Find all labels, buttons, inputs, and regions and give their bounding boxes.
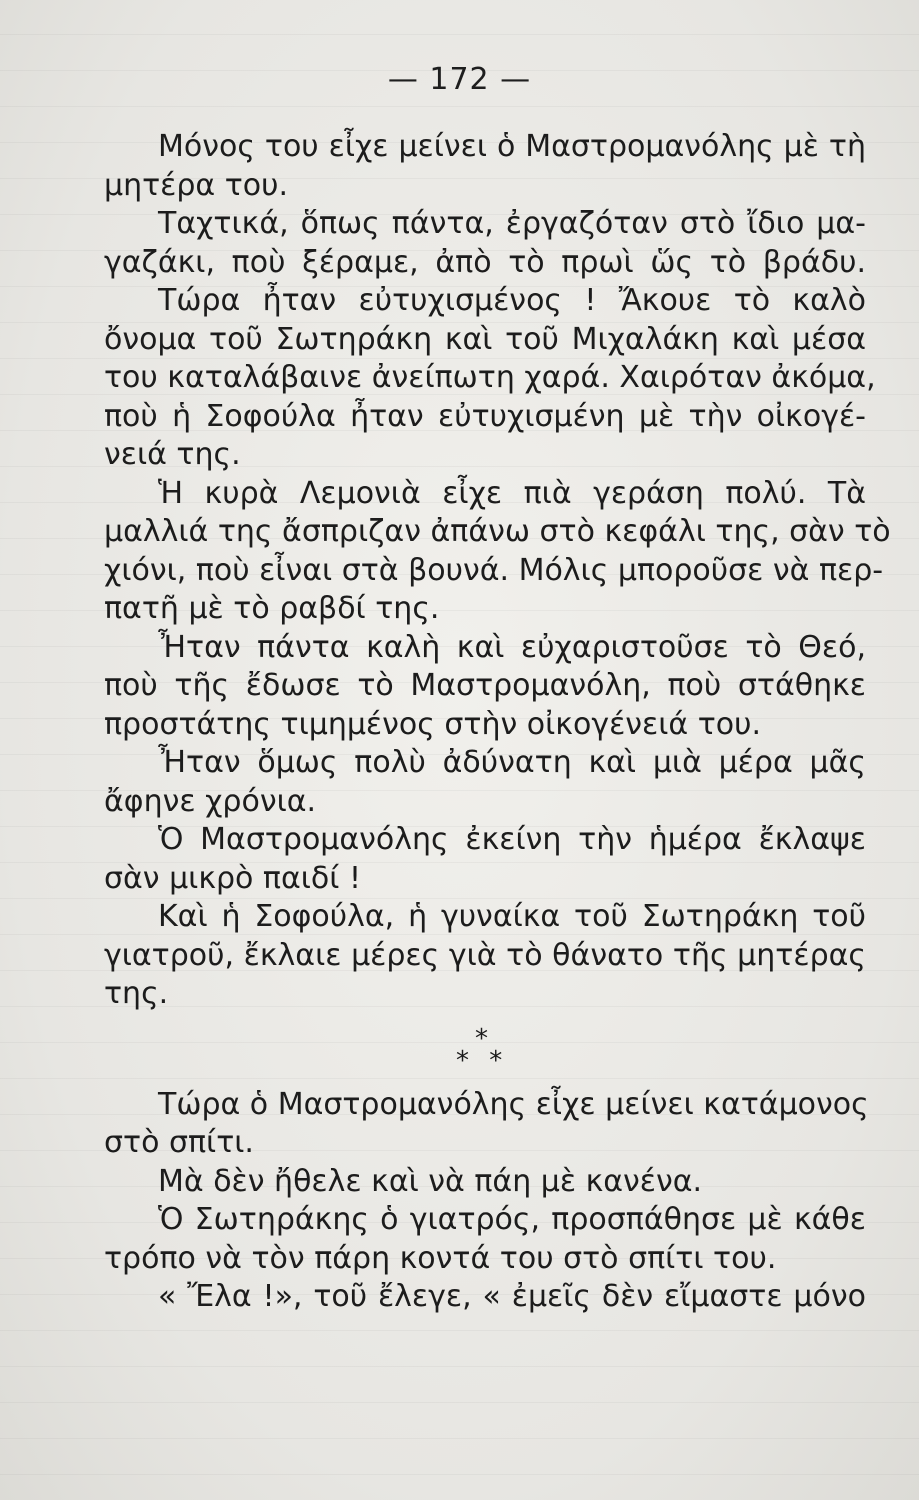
text-line: Ταχτικά, ὅπως πάντα, ἐργαζόταν στὸ ἴδιο μα- bbox=[158, 206, 866, 241]
text-line: Ὁ Σωτηράκης ὁ γιατρός, προσπάθησε μὲ κάθε bbox=[158, 1202, 866, 1237]
separator-top-star: * bbox=[475, 1023, 488, 1054]
text-line: χιόνι, ποὺ εἶναι στὰ βουνά. Μόλις μποροῦσε νὰ περ- bbox=[104, 552, 884, 588]
page-number: — 172 — bbox=[387, 62, 532, 97]
text-line: γαζάκι, ποὺ ξέραμε, ἀπὸ τὸ πρωὶ ὥς τὸ βράδυ. bbox=[104, 244, 866, 280]
section-separator bbox=[104, 1014, 866, 1086]
text-line: « Ἔλα !», τοῦ ἔλεγε, « ἐμεῖς δὲν εἴμαστε μόνο bbox=[158, 1279, 866, 1314]
text-line: προστάτης τιμημένος στὴν οἰκογένειά του. bbox=[104, 706, 762, 742]
separator-bottom-stars: * * bbox=[456, 1045, 509, 1076]
text-line: τρόπο νὰ τὸν πάρη κοντά του στὸ σπίτι του. bbox=[104, 1240, 777, 1276]
text-line: Τώρα ἦταν εὐτυχισμένος ! Ἄκουε τὸ καλὸ bbox=[158, 283, 866, 318]
text-line: ἄφηνε χρόνια. bbox=[104, 783, 317, 819]
text-line: μαλλιά της ἄσπριζαν ἀπάνω στὸ κεφάλι της, σὰν τὸ bbox=[104, 514, 891, 549]
text-line: νειά της. bbox=[104, 437, 241, 472]
body-text bbox=[104, 128, 891, 1317]
text-line: Μὰ δὲν ἤθελε καὶ νὰ πάη μὲ κανένα. bbox=[158, 1163, 703, 1199]
text-line: πατῆ μὲ τὸ ραβδί της. bbox=[104, 591, 440, 626]
text-line: Ὁ Μαστρομανόλης ἐκείνη τὴν ἡμέρα ἔκλαψε bbox=[158, 822, 866, 857]
text-line: Τώρα ὁ Μαστρομανόλης εἶχε μείνει κατάμονος bbox=[158, 1086, 869, 1122]
text-line: γιατροῦ, ἔκλαιε μέρες γιὰ τὸ θάνατο τῆς μητέρας bbox=[104, 937, 866, 973]
text-line: στὸ σπίτι. bbox=[104, 1125, 254, 1160]
text-line: μητέρα του. bbox=[104, 167, 289, 203]
text-line: ποὺ τῆς ἔδωσε τὸ Μαστρομανόλη, ποὺ στάθηκε bbox=[104, 668, 866, 703]
text-line: ὄνομα τοῦ Σωτηράκη καὶ τοῦ Μιχαλάκη καὶ μέσα bbox=[104, 321, 866, 357]
text-line: Ἦταν πάντα καλὴ καὶ εὐχαριστοῦσε τὸ Θεό, bbox=[158, 629, 866, 665]
text-line: ποὺ ἡ Σοφούλα ἦταν εὐτυχισμένη μὲ τὴν οἰκογέ- bbox=[104, 398, 866, 434]
text-line: Καὶ ἡ Σοφούλα, ἡ γυναίκα τοῦ Σωτηράκη τοῦ bbox=[158, 899, 866, 934]
text-line: Ἦταν ὅμως πολὺ ἀδύνατη καὶ μιὰ μέρα μᾶς bbox=[158, 745, 866, 780]
text-line: Ἡ κυρὰ Λεμονιὰ εἶχε πιὰ γεράση πολύ. Τὰ bbox=[158, 475, 866, 511]
text-line: του καταλάβαινε ἀνείπωτη χαρά. Χαιρόταν ἀκόμα, bbox=[104, 360, 876, 395]
text-line: της. bbox=[104, 976, 169, 1011]
text-line: σὰν μικρὸ παιδί ! bbox=[104, 860, 361, 896]
text-line: Μόνος του εἶχε μείνει ὁ Μαστρομανόλης μὲ τὴ bbox=[158, 129, 866, 164]
